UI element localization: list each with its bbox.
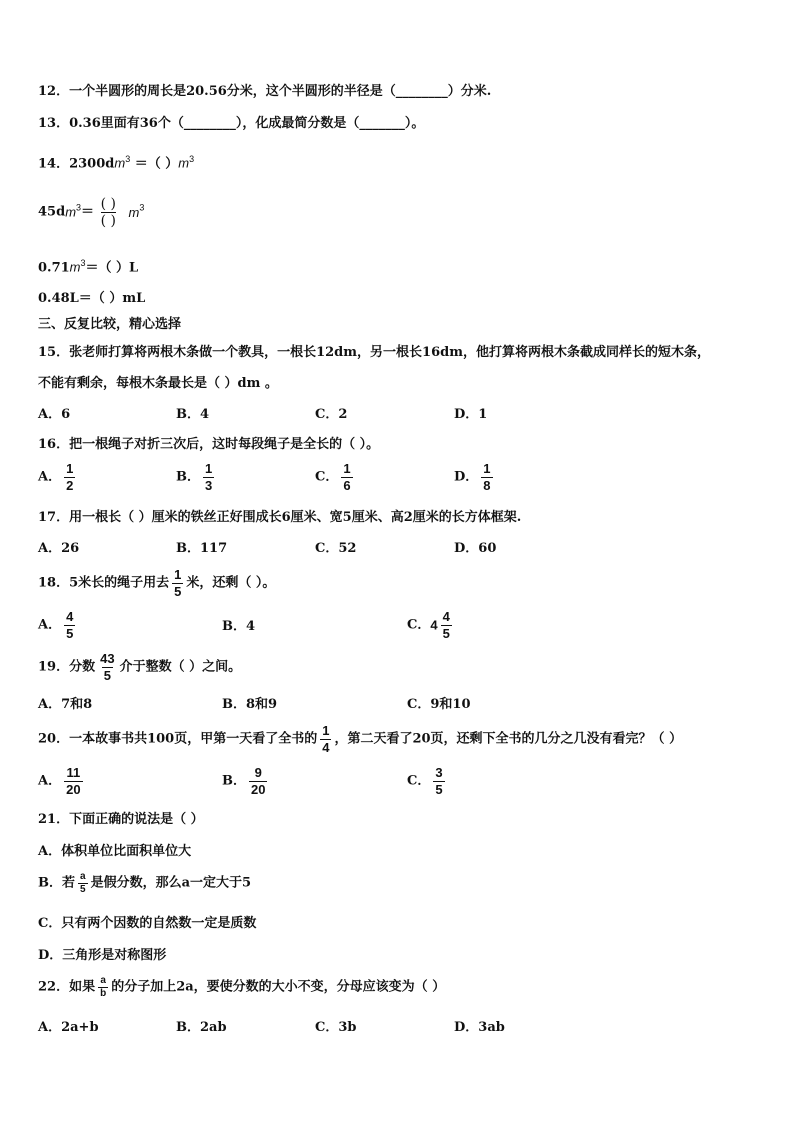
question-15-line-1: 15．张老师打算将两根木条做一个教具，一根长12dm，另一根长16dm，他打算将两根木条截成同样长的短木条，: [38, 345, 710, 360]
q15-option-b[interactable]: B．4: [176, 407, 210, 422]
question-22: 22．如果 $\frac{a}{b}$ 的分子加上2a，要使分数的大小不变，分母应该变为（ ）: [38, 975, 446, 999]
question-20: 20．一本故事书共100页，甲第一天看了全书的 $\frac{1}{4}$ ，第二天看了20页，还剩下全书的几分之几没有看完？（ ）: [38, 723, 683, 755]
q21-option-a[interactable]: A．体积单位比面积单位大: [38, 844, 192, 859]
question-18: 18．5米长的绳子用去 $\frac{1}{5}$ 米，还剩（ ）。: [38, 567, 276, 599]
q17-option-c[interactable]: C．52: [315, 541, 357, 556]
blank-fraction[interactable]: $\frac{( )}{( )}$: [100, 196, 116, 229]
q17-option-d[interactable]: D．60: [454, 541, 497, 556]
question-17: 17．用一根长（ ）厘米的铁丝正好围成长6厘米、宽5厘米、高2厘米的长方体框架.: [38, 510, 522, 525]
q17-option-b[interactable]: B．117: [176, 541, 228, 556]
q22-option-a[interactable]: A．2a+b: [38, 1020, 99, 1035]
q18-option-c[interactable]: C．4 $\frac{4}{5}$: [407, 609, 450, 641]
q21-option-b[interactable]: B．若 $\frac{a}{5}$ 是假分数，那么a一定大于5: [38, 871, 252, 895]
q16-option-c[interactable]: C． $\frac{1}{6}$: [315, 461, 351, 493]
q19-option-c[interactable]: C．9和10: [407, 697, 471, 712]
q20-option-a[interactable]: A． $\frac{11}{20}$: [38, 765, 81, 797]
q19-option-b[interactable]: B．8和9: [222, 697, 278, 712]
q20-option-c[interactable]: C． $\frac{3}{5}$: [407, 765, 443, 797]
q18-option-a[interactable]: A． $\frac{4}{5}$: [38, 609, 74, 641]
q20-option-b[interactable]: B． $\frac{9}{20}$: [222, 765, 266, 797]
q21-option-c[interactable]: C．只有两个因数的自然数一定是质数: [38, 916, 257, 931]
q18-option-b[interactable]: B．4: [222, 619, 256, 634]
question-12: 12．一个半圆形的周长是20.56分米，这个半圆形的半径是（________）分米.: [38, 84, 492, 99]
q19-option-a[interactable]: A．7和8: [38, 697, 93, 712]
section-heading: 三、反复比较，精心选择: [38, 317, 182, 332]
question-16: 16．把一根绳子对折三次后，这时每段绳子是全长的（ ）。: [38, 437, 380, 452]
q15-option-d[interactable]: D．1: [454, 407, 488, 422]
q17-option-a[interactable]: A．26: [38, 541, 80, 556]
q16-option-d[interactable]: D． $\frac{1}{8}$: [454, 461, 491, 493]
question-14-line-4: 0.48L＝（ ）mL: [38, 291, 146, 306]
question-21: 21．下面正确的说法是（ ）: [38, 812, 204, 827]
question-14-line-1: 14．$2300dm^3$ ＝（ ）$m^3$: [38, 154, 195, 172]
q22-option-d[interactable]: D．3ab: [454, 1020, 505, 1035]
question-14-line-2: $45dm^3=$ $\frac{( )}{( )}$ $m^3$: [38, 196, 145, 229]
q22-option-c[interactable]: C．3b: [315, 1020, 357, 1035]
q22-option-b[interactable]: B．2ab: [176, 1020, 227, 1035]
question-14-line-3: $0.71m^3=$（ ）L: [38, 258, 139, 276]
q16-option-a[interactable]: A． $\frac{1}{2}$: [38, 461, 74, 493]
question-13: 13．0.36里面有36个（________），化成最简分数是（_______）。: [38, 116, 425, 131]
question-15-line-2: 不能有剩余，每根木条最长是（ ）dm 。: [38, 376, 278, 391]
q15-option-a[interactable]: A．6: [38, 407, 71, 422]
q15-option-c[interactable]: C．2: [315, 407, 348, 422]
question-19: 19．分数 $\frac{43}{5}$ 介于整数（ ）之间。: [38, 651, 242, 683]
q16-option-b[interactable]: B． $\frac{1}{3}$: [176, 461, 213, 493]
q21-option-d[interactable]: D．三角形是对称图形: [38, 948, 167, 963]
